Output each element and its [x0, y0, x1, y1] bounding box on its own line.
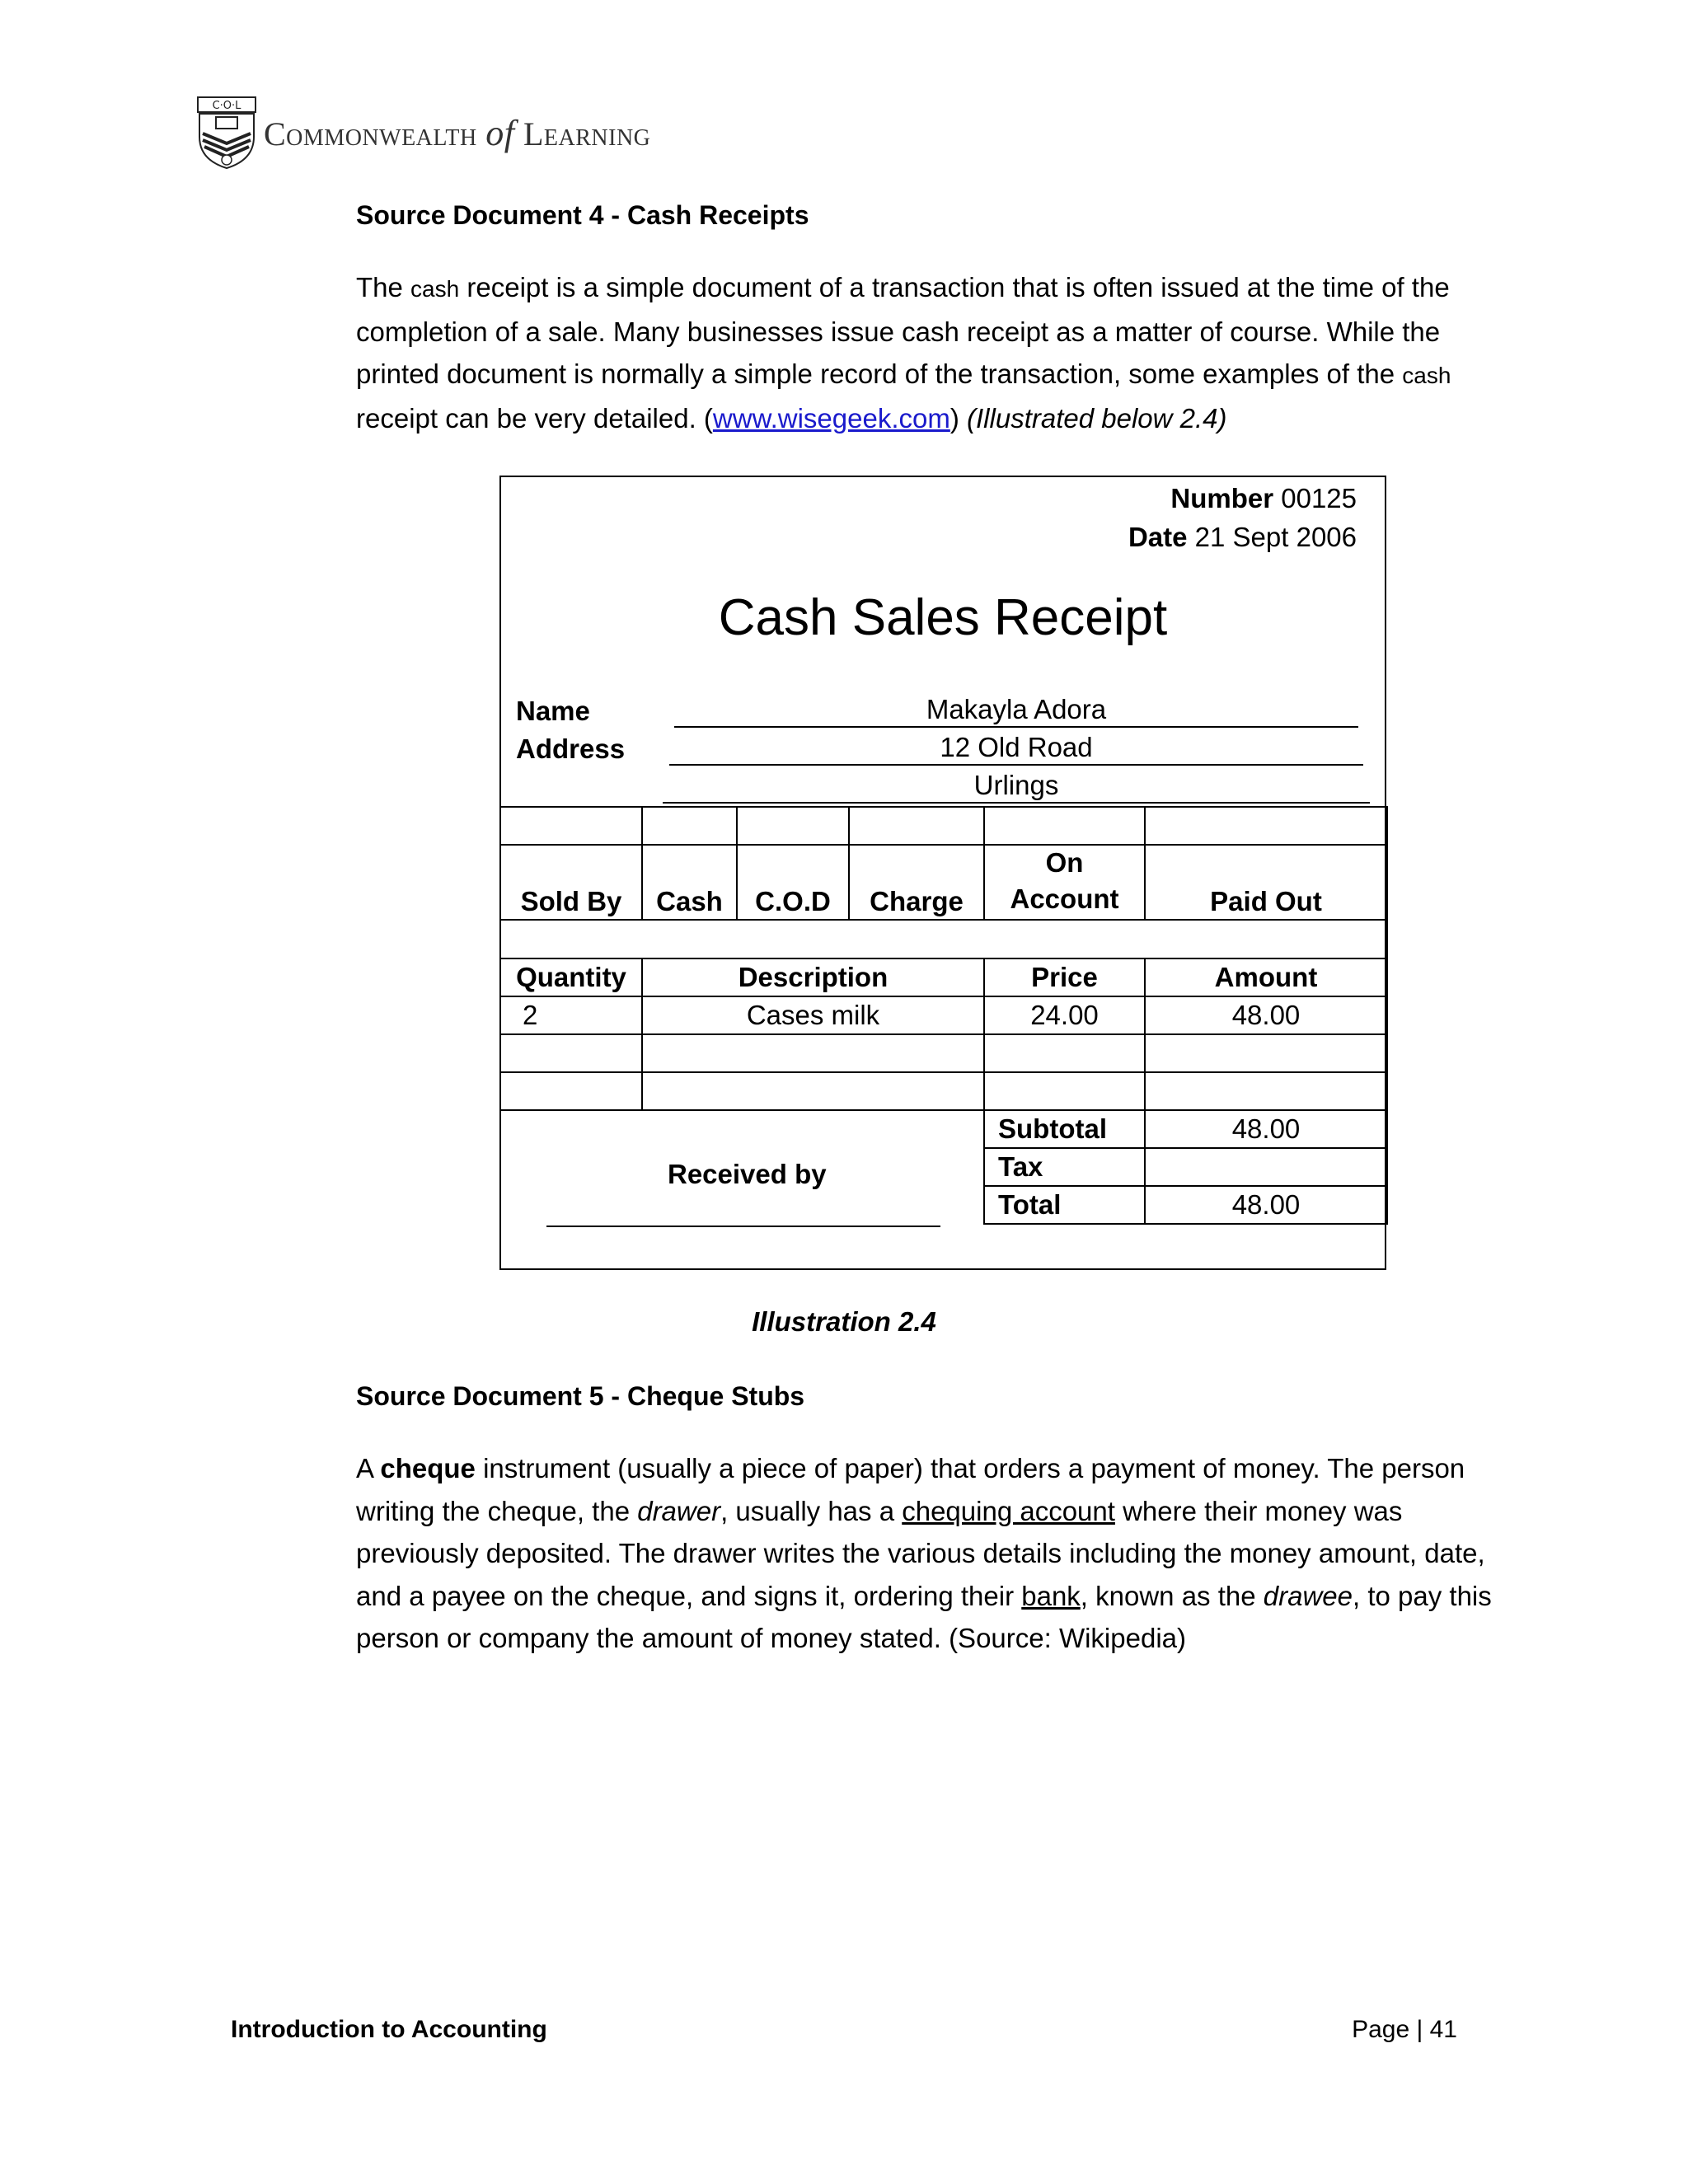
address-label: Address [516, 733, 626, 764]
bank-link[interactable]: bank [1021, 1580, 1081, 1611]
subtotal-label: Subtotal [983, 1109, 1146, 1149]
address-line-2: Urlings [663, 769, 1370, 804]
tax-value [1144, 1147, 1388, 1187]
total-value: 48.00 [1144, 1185, 1388, 1225]
header-on-account: On Account [983, 844, 1146, 921]
header-description: Description [641, 958, 985, 997]
wisegeek-link[interactable]: www.wisegeek.com [712, 402, 950, 434]
header-amount: Amount [1144, 958, 1388, 997]
item-description: Cases milk [641, 996, 985, 1035]
header-charge: Charge [848, 844, 985, 921]
header-quantity: Quantity [499, 958, 643, 997]
signature-line [546, 1226, 940, 1227]
logo-badge-text: C·O·L [212, 100, 241, 112]
section5-paragraph: A cheque instrument (usually a piece of paper) that orders a payment of money. The person writing the cheque, the drawer, usually has a chequing account where their money was previously deposited. The drawer writes the various details including the money amount, date, and a payee on the cheque, and signs it, ordering their bank, known as the drawee, to pay this person or company the amount of money stated. (Source: Wikipedia) [356, 1453, 1492, 1653]
tax-label: Tax [983, 1147, 1146, 1187]
section4-paragraph: The cash receipt is a simple document of a transaction that is often issued at the time of the completion of a sale. Many businesses issue cash receipt as a matter of course. While the printed document is normally a simple record of the transaction, some examples of the cash receipt can be very detailed. (www.wisegeek.com) (Illustrated below 2.4) [356, 272, 1451, 434]
cash-sales-receipt [499, 476, 1386, 1270]
chequing-account-link[interactable]: chequing account [902, 1495, 1115, 1526]
illustration-caption: Illustration 2.4 [752, 1306, 936, 1337]
footer-title: Introduction to Accounting [231, 2016, 547, 2043]
page-number: Page | 41 [1352, 2016, 1457, 2043]
subtotal-value: 48.00 [1144, 1109, 1388, 1149]
section4-heading: Source Document 4 - Cash Receipts [356, 200, 809, 230]
logo-wordmark: Commonwealth of Learning [264, 112, 651, 153]
total-label: Total [983, 1185, 1146, 1225]
header-sold-by: Sold By [499, 844, 643, 921]
receipt-number-date: Number 00125 Date 21 Sept 2006 [1128, 483, 1357, 552]
header-cod: C.O.D [736, 844, 850, 921]
name-value: Makayla Adora [674, 693, 1358, 728]
item-price: 24.00 [983, 996, 1146, 1035]
header-paid-out: Paid Out [1144, 844, 1388, 921]
header-price: Price [983, 958, 1146, 997]
item-amount: 48.00 [1144, 996, 1388, 1035]
received-by-label: Received by [668, 1159, 827, 1189]
commonwealth-of-learning-logo [196, 96, 650, 170]
section5-heading: Source Document 5 - Cheque Stubs [356, 1381, 805, 1411]
name-label: Name [516, 696, 590, 726]
header-cash: Cash [641, 844, 738, 921]
shield-crest-icon [196, 96, 257, 170]
address-line-1: 12 Old Road [669, 731, 1363, 766]
receipt-title: Cash Sales Receipt [718, 589, 1168, 646]
item-qty: 2 [499, 996, 643, 1035]
